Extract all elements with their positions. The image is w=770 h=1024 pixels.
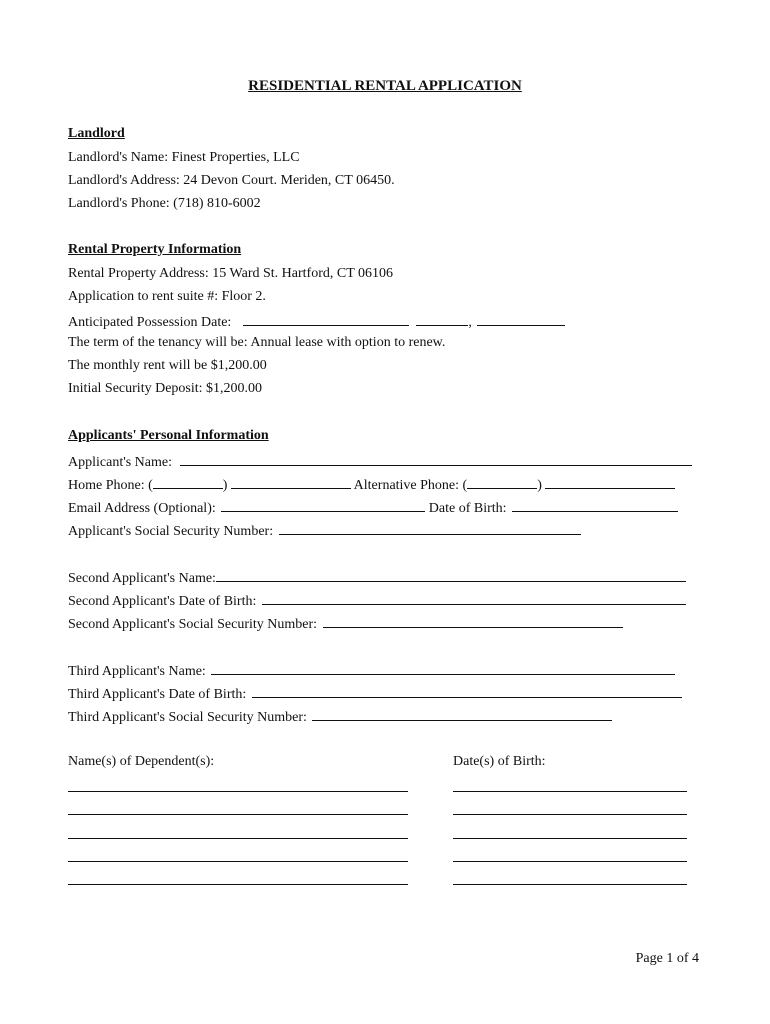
applicant-name-field[interactable] [180,451,692,466]
applicant-name-label: Applicant's Name: [68,455,172,470]
possession-day-field[interactable] [416,311,468,326]
dependent-dob-field[interactable] [453,838,687,839]
page-number: Page 1 of 4 [635,951,699,966]
alt-phone-label: Alternative Phone: ( [353,478,468,493]
landlord-heading: Landlord [68,126,125,141]
email-dob-row [68,497,678,518]
possession-year-field[interactable] [477,311,565,326]
home-phone-area-field[interactable] [153,474,223,489]
rental-heading: Rental Property Information [68,242,242,257]
second-ssn-field[interactable] [323,613,623,628]
third-dob-field[interactable] [252,683,682,698]
dependent-name-field[interactable] [68,838,408,839]
ssn-label: Applicant's Social Security Number: [68,524,274,539]
email-label: Email Address (Optional): [68,501,216,516]
rental-address: Rental Property Address: 15 Ward St. Hartford, CT 06106 [68,266,393,281]
landlord-name: Landlord's Name: Finest Properties, LLC [68,150,300,165]
third-dob-row [68,683,682,704]
applicant-name-row [68,451,692,472]
dependent-name-field[interactable] [68,884,408,885]
second-dob-row [68,590,686,611]
phone-row: Home Phone: ( ) Alternative Phone: ( ) [68,474,675,495]
possession-month-field[interactable] [243,311,409,326]
dependent-dob-field[interactable] [453,884,687,885]
applicants-heading: Applicants' Personal Information [68,428,269,443]
ssn-field[interactable] [279,520,581,535]
second-dob-field[interactable] [262,590,686,605]
dob-label: Date of Birth: [428,501,507,516]
tenancy-term: The term of the tenancy will be: Annual lease with option to renew. [68,335,446,350]
email-field[interactable] [221,497,425,512]
second-name-label: Second Applicant's Name: [68,571,216,586]
second-name-row [68,567,686,588]
third-ssn-row [68,706,612,727]
home-phone-field[interactable] [231,474,351,489]
dependent-name-field[interactable] [68,861,408,862]
home-phone-label: Home Phone: ( [68,478,153,493]
document-title: RESIDENTIAL RENTAL APPLICATION [248,78,522,94]
second-ssn-row [68,613,623,634]
second-dob-label: Second Applicant's Date of Birth: [68,594,257,609]
third-dob-label: Third Applicant's Date of Birth: [68,687,247,702]
ssn-row [68,520,581,541]
dependent-dob-field[interactable] [453,814,687,815]
third-name-label: Third Applicant's Name: [68,664,206,679]
dependent-name-field[interactable] [68,791,408,792]
alt-phone-area-field[interactable] [467,474,537,489]
third-ssn-field[interactable] [312,706,612,721]
landlord-address: Landlord's Address: 24 Devon Court. Meriden, CT 06450. [68,173,395,188]
dependent-dob-field[interactable] [453,861,687,862]
third-ssn-label: Third Applicant's Social Security Number: [68,710,307,725]
second-ssn-label: Second Applicant's Social Security Number: [68,617,318,632]
dependents-names-label: Name(s) of Dependent(s): [68,754,215,769]
possession-date-label: Anticipated Possession Date: [68,315,232,330]
dob-field[interactable] [512,497,678,512]
dependent-name-field[interactable] [68,814,408,815]
landlord-phone: Landlord's Phone: (718) 810-6002 [68,196,261,211]
rental-suite: Application to rent suite #: Floor 2. [68,289,266,304]
alt-phone-field[interactable] [545,474,675,489]
possession-date-row: Anticipated Possession Date: , [68,311,565,332]
security-deposit: Initial Security Deposit: $1,200.00 [68,381,263,396]
third-name-field[interactable] [211,660,675,675]
dependent-dob-field[interactable] [453,791,687,792]
dependents-dates-label: Date(s) of Birth: [453,754,546,769]
monthly-rent: The monthly rent will be $1,200.00 [68,358,267,373]
second-name-field[interactable] [216,567,686,582]
third-name-row [68,660,675,681]
